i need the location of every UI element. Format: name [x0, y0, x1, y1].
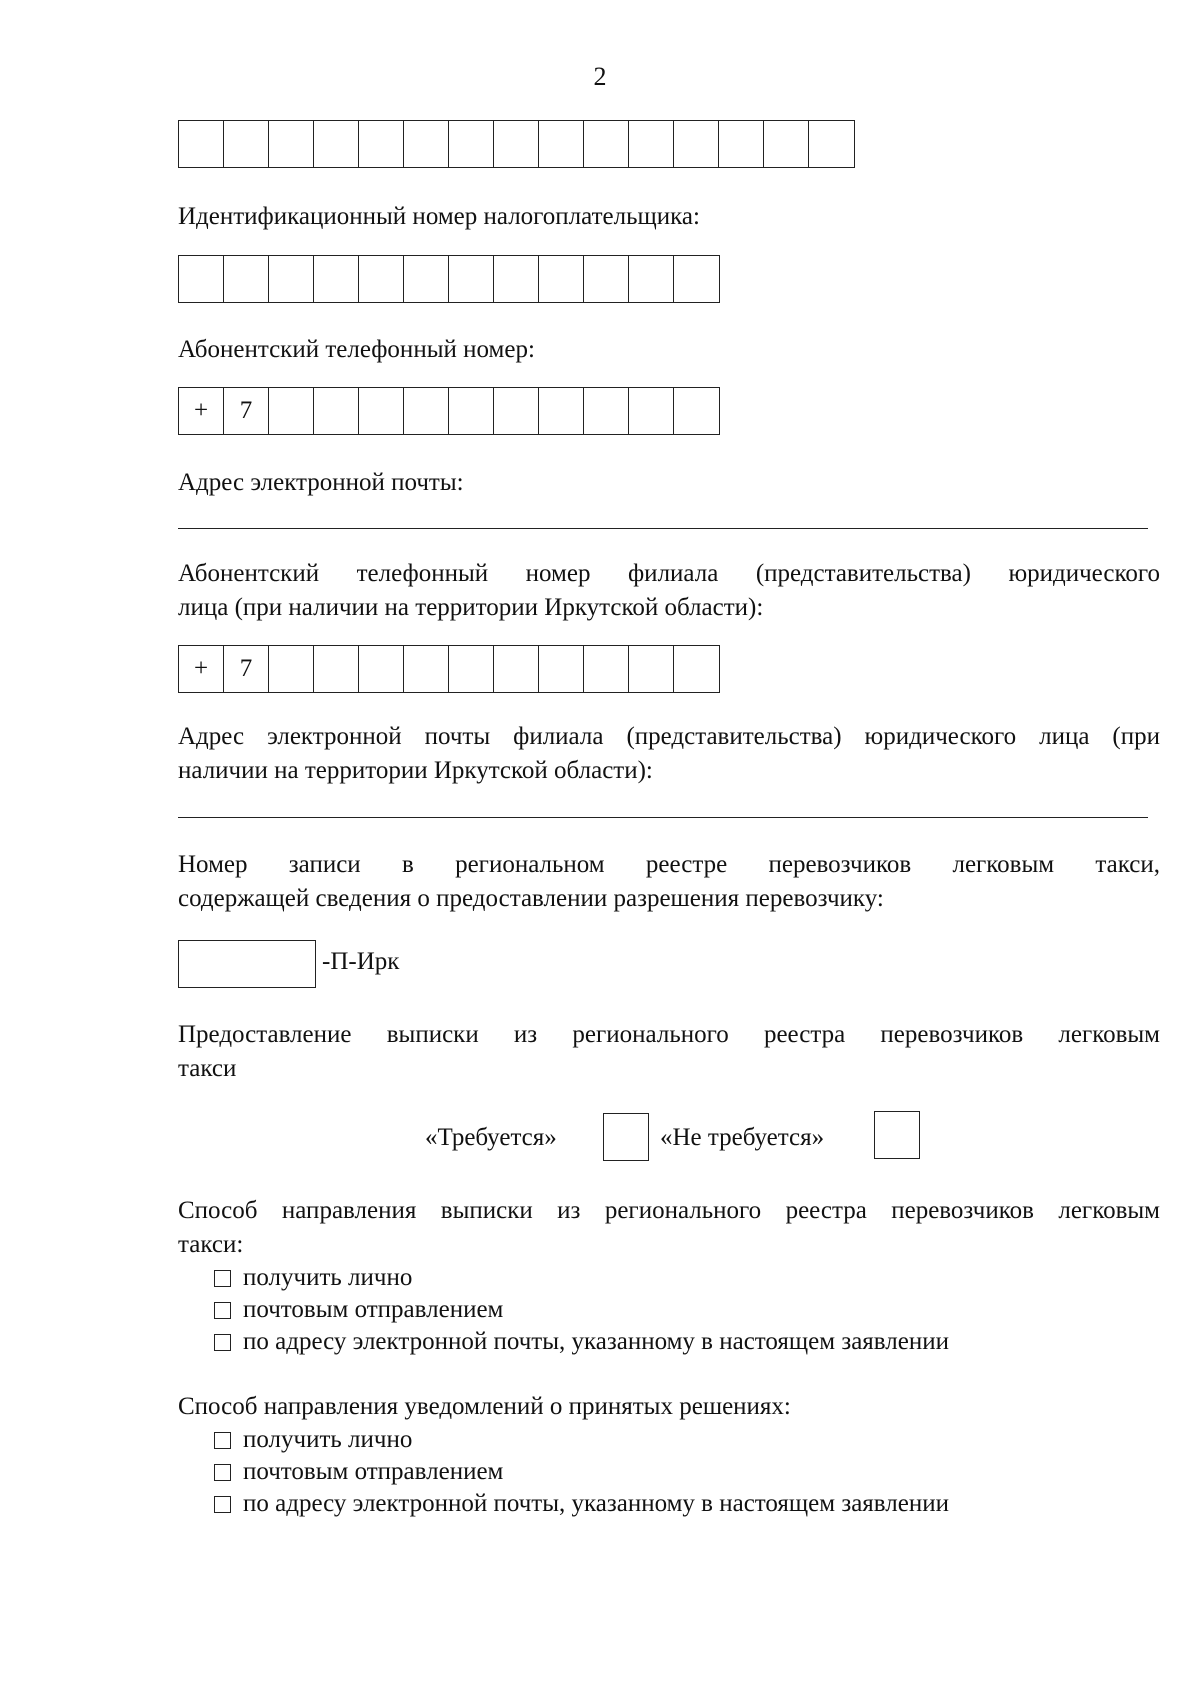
grid-cell[interactable] — [359, 121, 404, 167]
checkbox-icon[interactable] — [214, 1270, 231, 1287]
checkbox-icon[interactable] — [214, 1464, 231, 1481]
branch-phone-cell[interactable] — [629, 646, 674, 692]
registry-record-label-line1: Номер записи в региональном реестре перевозчиков легковым такси, — [178, 851, 1160, 878]
checkbox-icon[interactable] — [214, 1334, 231, 1351]
registry-record-label-line2: содержащей сведения о предоставлении разрешения перевозчику: — [178, 885, 884, 912]
phone-cell[interactable] — [539, 388, 584, 434]
email-label: Адрес электронной почты: — [178, 469, 464, 496]
option-label: получить лично — [243, 1264, 413, 1291]
registry-record-input[interactable] — [178, 940, 316, 988]
extract-not-required-box[interactable] — [874, 1111, 920, 1159]
inn-cell[interactable] — [404, 256, 449, 302]
phone-cell[interactable] — [449, 388, 494, 434]
option-label: почтовым отправлением — [243, 1458, 504, 1485]
inn-cell[interactable] — [224, 256, 269, 302]
notification-delivery-label: Способ направления уведомлений о принятых решениях: — [178, 1393, 791, 1420]
inn-cell[interactable] — [629, 256, 674, 302]
inn-cell[interactable] — [539, 256, 584, 302]
grid-cell[interactable] — [179, 121, 224, 167]
phone-cell[interactable]: + — [179, 388, 224, 434]
grid-cell[interactable] — [539, 121, 584, 167]
option-label: почтовым отправлением — [243, 1296, 504, 1323]
extract-delivery-option-personal[interactable] — [214, 1262, 412, 1294]
branch-phone-cell[interactable]: 7 — [224, 646, 269, 692]
phone-cell[interactable] — [494, 388, 539, 434]
branch-phone-cell[interactable] — [314, 646, 359, 692]
branch-phone-cell[interactable] — [674, 646, 719, 692]
inn-cell[interactable] — [359, 256, 404, 302]
inn-cell[interactable] — [449, 256, 494, 302]
branch-phone-cell[interactable] — [404, 646, 449, 692]
phone-grid[interactable] — [178, 387, 720, 435]
branch-phone-cell[interactable]: + — [179, 646, 224, 692]
notification-delivery-option-email[interactable] — [214, 1488, 949, 1520]
grid-cell[interactable] — [494, 121, 539, 167]
option-label: получить лично — [243, 1426, 413, 1453]
extract-delivery-option-mail[interactable] — [214, 1294, 503, 1326]
option-label: по адресу электронной почты, указанному в настоящем заявлении — [243, 1490, 949, 1517]
inn-grid[interactable] — [178, 255, 720, 303]
extract-delivery-option-email[interactable] — [214, 1326, 949, 1358]
grid-cell[interactable] — [764, 121, 809, 167]
notification-delivery-option-personal[interactable] — [214, 1424, 412, 1456]
notification-delivery-option-mail[interactable] — [214, 1456, 503, 1488]
phone-cell[interactable] — [314, 388, 359, 434]
branch-email-label-line1: Адрес электронной почты филиала (представительства) юридического лица (при — [178, 723, 1160, 750]
branch-phone-label-line1: Абонентский телефонный номер филиала (представительства) юридического — [178, 560, 1160, 587]
grid-cell[interactable] — [584, 121, 629, 167]
grid-cell[interactable] — [674, 121, 719, 167]
registry-record-suffix: -П-Ирк — [322, 948, 400, 975]
phone-cell[interactable] — [359, 388, 404, 434]
extract-delivery-label-line1: Способ направления выписки из регионального реестра перевозчиков легковым — [178, 1197, 1160, 1224]
phone-cell[interactable] — [674, 388, 719, 434]
phone-cell[interactable] — [269, 388, 314, 434]
grid-cell[interactable] — [449, 121, 494, 167]
phone-cell[interactable] — [404, 388, 449, 434]
checkbox-icon[interactable] — [214, 1302, 231, 1319]
grid-cell[interactable] — [314, 121, 359, 167]
grid-cell[interactable] — [269, 121, 314, 167]
phone-cell[interactable] — [629, 388, 674, 434]
branch-phone-cell[interactable] — [584, 646, 629, 692]
inn-cell[interactable] — [314, 256, 359, 302]
extract-not-required-label: «Не требуется» — [660, 1124, 825, 1151]
extract-label-line2: такси — [178, 1055, 237, 1082]
branch-email-input-line[interactable] — [178, 817, 1148, 818]
option-label: по адресу электронной почты, указанному в настоящем заявлении — [243, 1328, 949, 1355]
extract-label-line1: Предоставление выписки из регионального реестра перевозчиков легковым — [178, 1021, 1160, 1048]
inn-cell[interactable] — [494, 256, 539, 302]
grid-cell[interactable] — [224, 121, 269, 167]
checkbox-icon[interactable] — [214, 1432, 231, 1449]
branch-phone-cell[interactable] — [269, 646, 314, 692]
phone-label: Абонентский телефонный номер: — [178, 336, 535, 363]
inn-cell[interactable] — [179, 256, 224, 302]
checkbox-icon[interactable] — [214, 1496, 231, 1513]
top-code-grid[interactable] — [178, 120, 855, 168]
branch-email-label-line2: наличии на территории Иркутской области): — [178, 757, 653, 784]
extract-required-label: «Требуется» — [425, 1124, 557, 1151]
branch-phone-grid[interactable] — [178, 645, 720, 693]
page-number: 2 — [593, 62, 607, 91]
branch-phone-cell[interactable] — [539, 646, 584, 692]
inn-cell[interactable] — [269, 256, 314, 302]
phone-cell[interactable] — [584, 388, 629, 434]
inn-cell[interactable] — [584, 256, 629, 302]
grid-cell[interactable] — [404, 121, 449, 167]
grid-cell[interactable] — [809, 121, 854, 167]
inn-cell[interactable] — [674, 256, 719, 302]
grid-cell[interactable] — [629, 121, 674, 167]
phone-cell[interactable]: 7 — [224, 388, 269, 434]
branch-phone-label-line2: лица (при наличии на территории Иркутской области): — [178, 594, 764, 621]
email-input-line[interactable] — [178, 528, 1148, 529]
extract-required-box[interactable] — [603, 1113, 649, 1161]
extract-delivery-label-line2: такси: — [178, 1231, 244, 1258]
grid-cell[interactable] — [719, 121, 764, 167]
inn-label: Идентификационный номер налогоплательщика: — [178, 203, 700, 230]
branch-phone-cell[interactable] — [449, 646, 494, 692]
branch-phone-cell[interactable] — [359, 646, 404, 692]
branch-phone-cell[interactable] — [494, 646, 539, 692]
